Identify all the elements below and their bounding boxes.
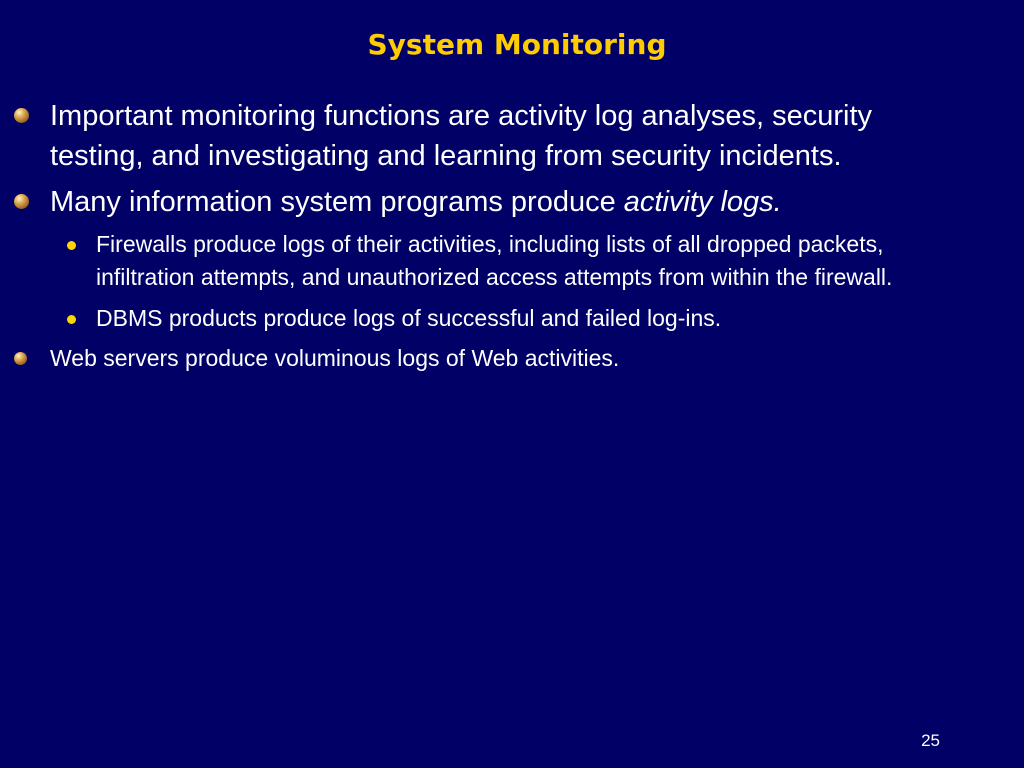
bullet-monitoring-functions bbox=[12, 96, 972, 176]
bronze-ball-icon bbox=[14, 352, 27, 365]
yellow-dot-icon bbox=[67, 315, 76, 324]
sub-bullet-firewalls bbox=[12, 228, 972, 294]
bullet-emphasis: activity logs. bbox=[623, 186, 782, 218]
bullet-activity-logs bbox=[12, 182, 972, 222]
bullet-web-servers bbox=[12, 343, 972, 373]
sub-bullet-text: Firewalls produce logs of their activities, including lists of all dropped packets, infiltration attempts, and unauthorized access attempts from within the firewall. bbox=[96, 231, 893, 290]
bronze-ball-icon bbox=[14, 194, 29, 209]
slide-content bbox=[12, 96, 972, 379]
page-number: 25 bbox=[921, 731, 940, 750]
sub-bullet-text: DBMS products produce logs of successful and failed log-ins. bbox=[96, 305, 722, 331]
bullet-text: Many information system programs produce bbox=[50, 186, 624, 218]
slide-title: System Monitoring bbox=[367, 28, 667, 61]
yellow-dot-icon bbox=[67, 241, 76, 250]
sub-bullet-dbms bbox=[12, 302, 972, 335]
bullet-text: Important monitoring functions are activity log analyses, security testing, and investigating and learning from security incidents. bbox=[50, 100, 873, 172]
bullet-text: Web servers produce voluminous logs of Web activities. bbox=[50, 345, 620, 371]
bronze-ball-icon bbox=[14, 108, 29, 123]
